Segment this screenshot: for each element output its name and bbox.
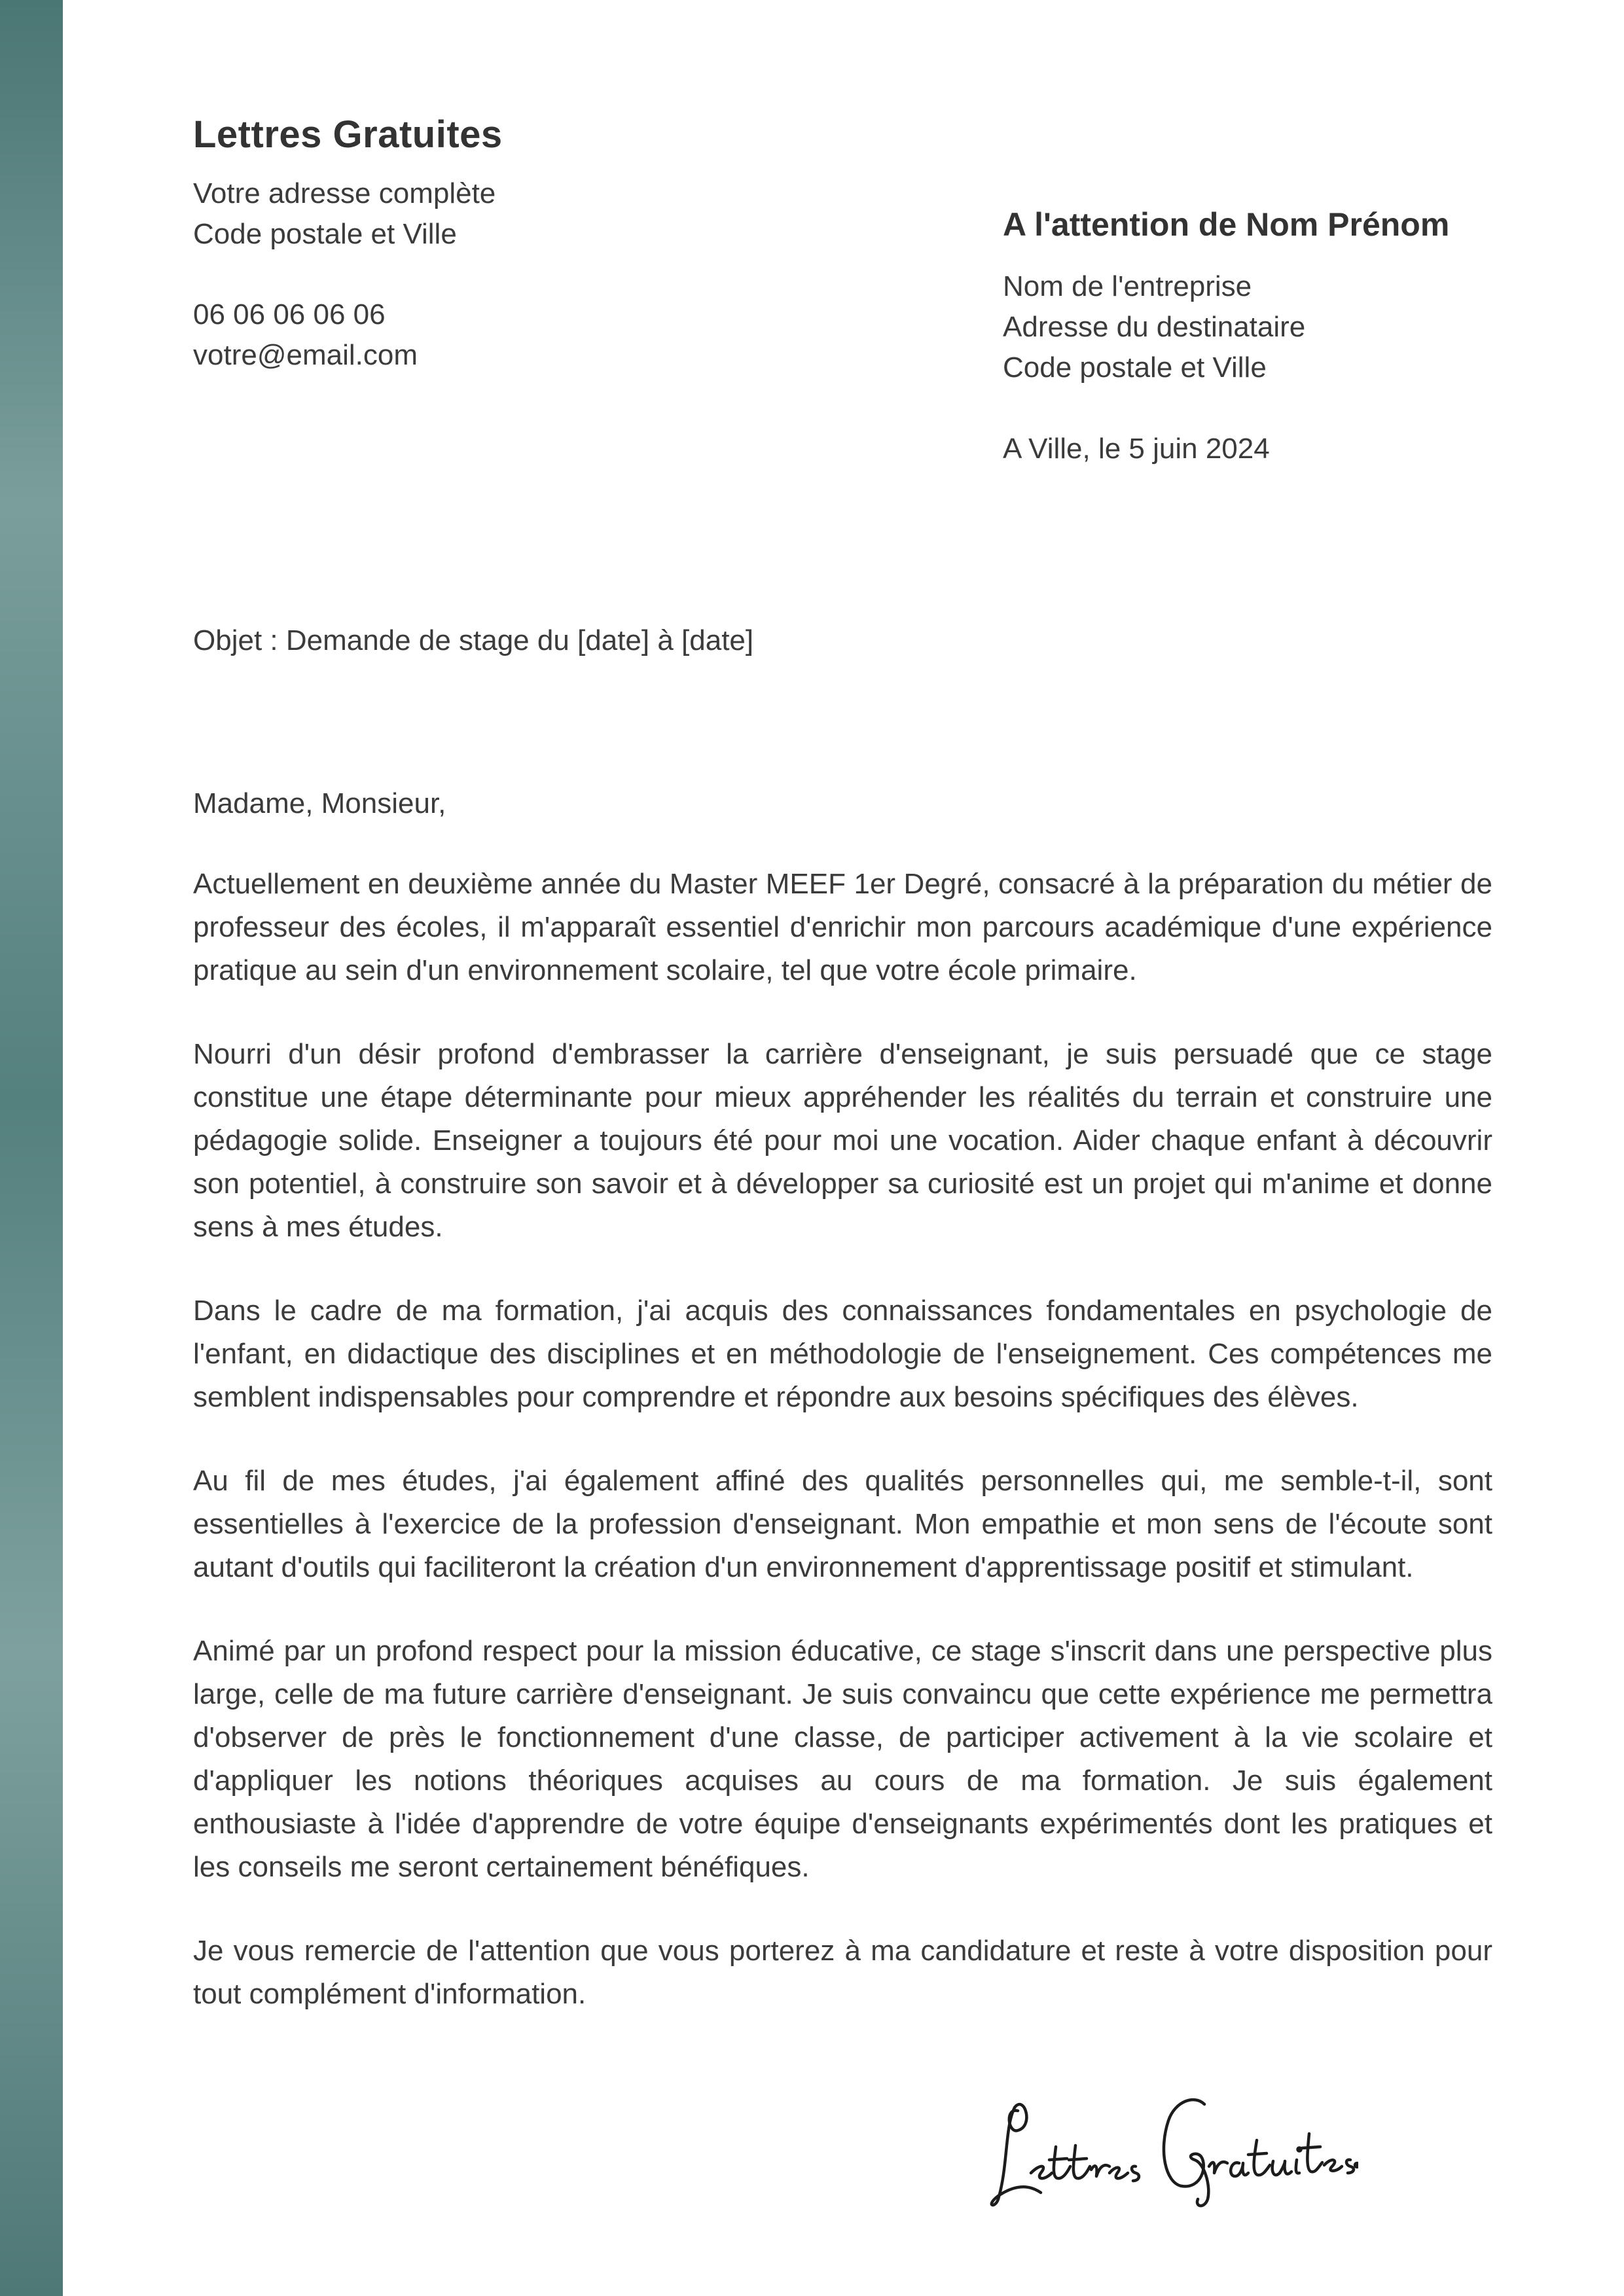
sender-address-line2: Code postale et Ville	[193, 218, 457, 250]
sender-address-line1: Votre adresse complète	[193, 177, 496, 209]
recipient-address: Adresse du destinataire	[1003, 311, 1306, 343]
recipient-company: Nom de l'entreprise	[1003, 270, 1252, 302]
sender-name: Lettres Gratuites	[193, 113, 503, 156]
letter-body	[193, 863, 1492, 2056]
recipient-city: Code postale et Ville	[1003, 351, 1267, 384]
handwritten-signature	[979, 2068, 1358, 2219]
salutation: Madame, Monsieur,	[193, 787, 446, 819]
recipient-attention: A l'attention de Nom Prénom	[1003, 206, 1450, 243]
sender-email: votre@email.com	[193, 339, 418, 371]
body-paragraph-3: Dans le cadre de ma formation, j'ai acquis des connaissances fondamentales en psychologie de l'enfant, en didactique des disciplines et en méthodologie de l'enseignement. Ces compétences me semblent indispensables pour comprendre et répondre aux besoins spécifiques des élèves.	[193, 1295, 1492, 1413]
subject-line: Objet : Demande de stage du [date] à [date]	[193, 624, 754, 656]
body-paragraph-4: Au fil de mes études, j'ai également affiné des qualités personnelles qui, me semble-t-il, sont essentielles à l'exercice de la profession d'enseignant. Mon empathie et mon sens de l'écoute sont autant d'outils qui faciliteront la création d'un environnement d'apprentissage positif et stimulant.	[193, 1465, 1492, 1583]
decorative-side-band	[0, 0, 63, 2296]
body-paragraph-2: Nourri d'un désir profond d'embrasser la carrière d'enseignant, je suis persuadé que ce stage constitue une étape déterminante pour mieux appréhender les réalités du terrain et construire une pédagogie solide. Enseigner a toujours été pour moi une vocation. Aider chaque enfant à découvrir son potentiel, à construire son savoir et à développer sa curiosité est un projet qui m'anime et donne sens à mes études.	[193, 1038, 1492, 1243]
body-paragraph-6: Je vous remercie de l'attention que vous porterez à ma candidature et reste à votre disposition pour tout complément d'information.	[193, 1935, 1492, 2010]
date-line: A Ville, le 5 juin 2024	[1003, 433, 1270, 465]
body-paragraph-5: Animé par un profond respect pour la mission éducative, ce stage s'inscrit dans une perspective plus large, celle de ma future carrière d'enseignant. Je suis convaincu que cette expérience me permettra d'observer de près le fonctionnement d'une classe, de participer activement à la vie scolaire et d'appliquer les notions théoriques acquises au cours de ma formation. Je suis également enthousiaste à l'idée d'apprendre de votre équipe d'enseignants expérimentés dont les pratiques et les conseils me seront certainement bénéfiques.	[193, 1635, 1492, 1883]
body-paragraph-1: Actuellement en deuxième année du Master MEEF 1er Degré, consacré à la préparation du métier de professeur des écoles, il m'apparaît essentiel d'enrichir mon parcours académique d'une expérience pratique au sein d'un environnement scolaire, tel que votre école primaire.	[193, 868, 1492, 986]
sender-phone: 06 06 06 06 06	[193, 298, 386, 331]
